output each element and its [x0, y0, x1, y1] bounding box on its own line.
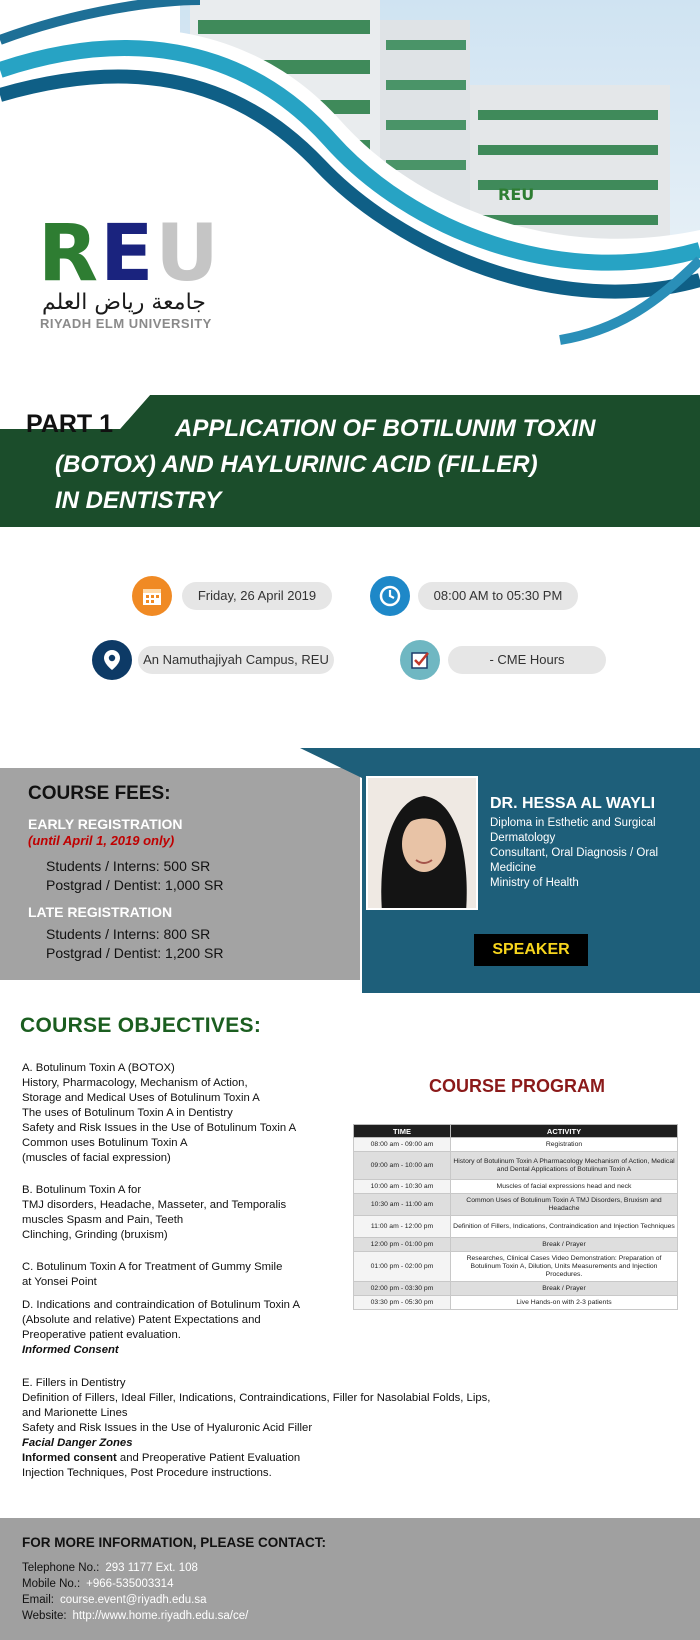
program-table [353, 1124, 678, 1310]
program-time: 10:00 am - 10:30 am [354, 1180, 451, 1194]
course-title-line-2: (BOTOX) AND HAYLURINIC ACID (FILLER) [55, 451, 538, 478]
date-pill: Friday, 26 April 2019 [182, 582, 332, 610]
mobile-value[interactable]: +966-535003314 [86, 1578, 174, 1590]
program-time: 02:00 pm - 03:30 pm [354, 1282, 451, 1296]
objective-e-line: Safety and Risk Issues in the Use of Hyaluronic Acid Filler [22, 1422, 313, 1434]
fees-title: COURSE FEES: [28, 783, 171, 804]
program-activity: Muscles of facial expressions head and neck [451, 1180, 678, 1194]
website-label: Website: [22, 1610, 67, 1622]
telephone-value[interactable]: 293 1177 Ext. 108 [105, 1562, 198, 1574]
calendar-icon [132, 576, 172, 616]
late-postgrad-fee: Postgrad / Dentist: 1,200 SR [46, 945, 224, 961]
program-time: 09:00 am - 10:00 am [354, 1152, 451, 1180]
objective-e-line: Injection Techniques, Post Procedure instructions. [22, 1467, 272, 1479]
program-activity: History of Botulinum Toxin A Pharmacology Mechanism of Action, Medical and Dental Applications of Botulinum Toxin A [451, 1152, 678, 1180]
program-activity: Live Hands-on with 2-3 patients [451, 1296, 678, 1310]
speaker-credential-1: Diploma in Esthetic and Surgical Dermatology [490, 817, 656, 844]
objective-a-line: The uses of Botulinum Toxin A in Dentistry [22, 1107, 233, 1119]
objective-e-line: E. Fillers in Dentistry [22, 1377, 126, 1389]
email-link[interactable]: course.event@riyadh.edu.sa [59, 1594, 207, 1606]
course-title [55, 411, 695, 519]
objective-a-line: (muscles of facial expression) [22, 1152, 171, 1164]
logo-letter-u: U [155, 209, 221, 299]
table-row [354, 1282, 678, 1296]
speaker-credential-3: Ministry of Health [490, 877, 579, 889]
part-label: PART 1 [26, 410, 114, 438]
early-students-fee: Students / Interns: 500 SR [46, 858, 211, 874]
objective-d-line: (Absolute and relative) Patent Expectations and [22, 1314, 261, 1326]
objective-e-line [22, 1451, 622, 1466]
early-registration-note: (until April 1, 2019 only) [28, 833, 175, 848]
logo-arabic-name: جامعة رياض العلم [42, 290, 206, 315]
objective-c-line: C. Botulinum Toxin A for Treatment of Gummy Smile [22, 1261, 283, 1273]
objective-b-line: Clinching, Grinding (bruxism) [22, 1229, 168, 1241]
objective-d-line: D. Indications and contraindication of Botulinum Toxin A [22, 1299, 300, 1311]
table-row [354, 1252, 678, 1282]
table-row [354, 1152, 678, 1180]
contact-telephone [22, 1562, 198, 1574]
program-time: 11:00 am - 12:00 pm [354, 1216, 451, 1238]
hero-banner [0, 0, 700, 395]
objective-a-line: Safety and Risk Issues in the Use of Botulinum Toxin A [22, 1122, 297, 1134]
logo-english-name: RIYADH ELM UNIVERSITY [40, 316, 212, 331]
objective-e [22, 1376, 622, 1481]
telephone-label: Telephone No.: [22, 1562, 100, 1574]
program-col-activity: ACTIVITY [451, 1125, 678, 1138]
table-row [354, 1138, 678, 1152]
program-activity: Researches, Clinical Cases Video Demonstration: Preparation of Botulinum Toxin A, Dilution, Units Measurements and Injection Procedures. [451, 1252, 678, 1282]
late-registration-label: LATE REGISTRATION [28, 904, 173, 920]
clock-icon [370, 576, 410, 616]
objective-b-line: B. Botulinum Toxin A for [22, 1184, 142, 1196]
course-title-line-3: IN DENTISTRY [55, 487, 222, 514]
location-pill: An Namuthajiyah Campus, REU [138, 646, 334, 674]
contact-website [22, 1610, 248, 1622]
table-row [354, 1238, 678, 1252]
speaker-credential-2: Consultant, Oral Diagnosis / Oral Medicine [490, 847, 659, 874]
contact-email [22, 1594, 207, 1606]
cme-pill: - CME Hours [448, 646, 606, 674]
early-registration-label: EARLY REGISTRATION [28, 816, 183, 832]
program-time: 03:30 pm - 05:30 pm [354, 1296, 451, 1310]
checkbox-icon [400, 640, 440, 680]
objectives-title: COURSE OBJECTIVES: [20, 1014, 262, 1037]
objective-c [22, 1260, 352, 1290]
program-time: 08:00 am - 09:00 am [354, 1138, 451, 1152]
university-logo [38, 209, 238, 331]
location-pin-icon [92, 640, 132, 680]
program-time: 01:00 pm - 02:00 pm [354, 1252, 451, 1282]
contact-mobile [22, 1578, 173, 1590]
objective-e-bold: Informed consent [22, 1452, 117, 1464]
objective-a [22, 1061, 352, 1166]
objective-e-line: and Marionette Lines [22, 1407, 128, 1419]
objective-e-rest: and Preoperative Patient Evaluation [116, 1452, 301, 1464]
objective-e-line: Definition of Fillers, Ideal Filler, Indications, Contraindications, Filler for Nasolabial Folds, Lips, [22, 1392, 491, 1404]
program-title: COURSE PROGRAM [428, 1076, 605, 1096]
objective-a-line: Storage and Medical Uses of Botulinum Toxin A [22, 1092, 260, 1104]
objective-d-emphasis: Informed Consent [22, 1344, 119, 1356]
table-row [354, 1194, 678, 1216]
program-activity: Registration [451, 1138, 678, 1152]
speaker-photo [366, 776, 478, 910]
program-time: 12:00 pm - 01:00 pm [354, 1238, 451, 1252]
program-activity: Common Uses of Botulinum Toxin A TMJ Disorders, Bruxism and Headache [451, 1194, 678, 1216]
objective-d [22, 1298, 352, 1358]
mobile-label: Mobile No.: [22, 1578, 81, 1590]
table-row [354, 1180, 678, 1194]
objective-e-emphasis: Facial Danger Zones [22, 1437, 133, 1449]
email-label: Email: [22, 1594, 54, 1606]
late-students-fee: Students / Interns: 800 SR [46, 926, 211, 942]
speaker-name: DR. HESSA AL WAYLI [490, 795, 656, 812]
contact-title: FOR MORE INFORMATION, PLEASE CONTACT: [22, 1535, 326, 1550]
table-row [354, 1296, 678, 1310]
objective-a-line: History, Pharmacology, Mechanism of Action, [22, 1077, 248, 1089]
objective-c-line: at Yonsei Point [22, 1276, 97, 1288]
program-header-row [354, 1125, 678, 1138]
speaker-credentials [490, 816, 690, 891]
program-activity: Break / Prayer [451, 1238, 678, 1252]
objective-d-line: Preoperative patient evaluation. [22, 1329, 181, 1341]
objective-b [22, 1183, 352, 1243]
program-time: 10:30 am - 11:00 am [354, 1194, 451, 1216]
objective-a-line: Common uses Botulinum Toxin A [22, 1137, 188, 1149]
program-activity: Definition of Fillers, Indications, Contraindication and Injection Techniques [451, 1216, 678, 1238]
table-row [354, 1216, 678, 1238]
svg-text:REU: REU [498, 185, 535, 204]
website-link[interactable]: http://www.home.riyadh.edu.sa/ce/ [72, 1610, 249, 1622]
building-illustration [0, 0, 700, 395]
time-pill: 08:00 AM to 05:30 PM [418, 582, 578, 610]
logo-letter-r: R [38, 209, 101, 299]
early-postgrad-fee: Postgrad / Dentist: 1,000 SR [46, 877, 224, 893]
program-activity: Break / Prayer [451, 1282, 678, 1296]
program-col-time: TIME [354, 1125, 451, 1138]
logo-letter-e: E [100, 209, 156, 299]
objective-b-line: muscles Spasm and Pain, Teeth [22, 1214, 184, 1226]
objective-a-line: A. Botulinum Toxin A (BOTOX) [22, 1062, 175, 1074]
speaker-badge: SPEAKER [474, 934, 588, 966]
objective-b-line: TMJ disorders, Headache, Masseter, and Temporalis [22, 1199, 287, 1211]
course-title-line-1: APPLICATION OF BOTILUNIM TOXIN [175, 415, 596, 442]
